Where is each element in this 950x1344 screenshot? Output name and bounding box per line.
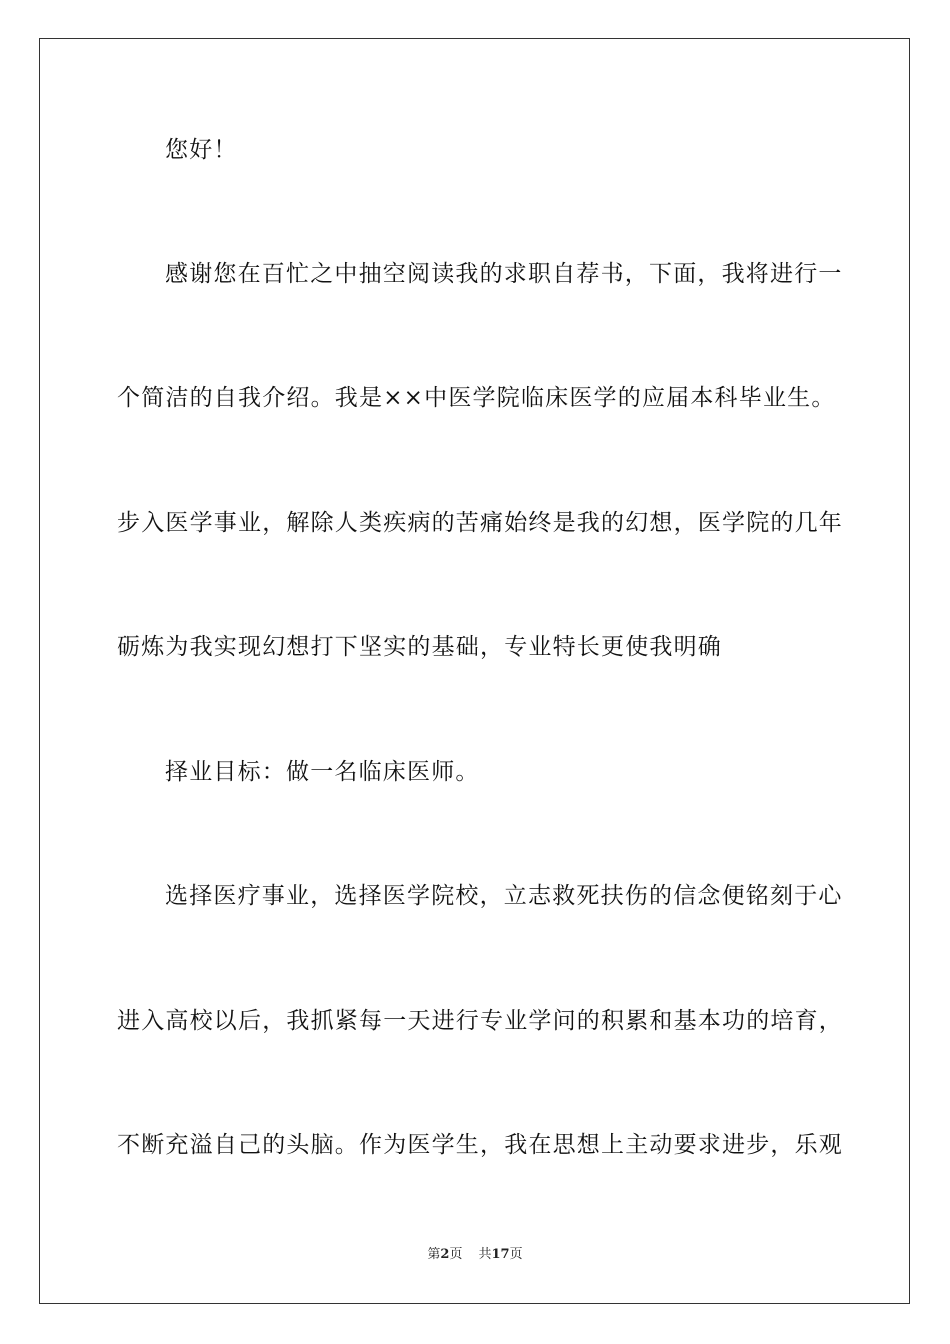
body-line-1: 感谢您在百忙之中抽空阅读我的求职自荐书，下面，我将进行一 xyxy=(165,261,843,287)
body-line-3: 步入医学事业，解除人类疾病的苦痛始终是我的幻想，医学院的几年 xyxy=(117,510,843,536)
body-line-5: 择业目标：做一名临床医师。 xyxy=(165,759,480,785)
page-number: 2 xyxy=(440,1247,450,1262)
total-prefix: 共 xyxy=(478,1247,492,1262)
body-line-6: 选择医疗事业，选择医学院校，立志救死扶伤的信念便铭刻于心 xyxy=(165,883,843,909)
greeting-line: 您好！ xyxy=(165,137,238,163)
total-suffix: 页 xyxy=(509,1247,523,1262)
body-line-7: 进入高校以后，我抓紧每一天进行专业学问的积累和基本功的培育， xyxy=(117,1008,843,1034)
total-pages: 17 xyxy=(491,1247,510,1262)
page-prefix: 第 xyxy=(427,1247,441,1262)
body-line-2: 个简洁的自我介绍。我是××中医学院临床医学的应届本科毕业生。 xyxy=(117,385,836,411)
body-line-8: 不断充溢自己的头脑。作为医学生，我在思想上主动要求进步，乐观 xyxy=(117,1132,843,1158)
page-suffix: 页 xyxy=(449,1247,463,1262)
page-border xyxy=(39,38,910,1304)
page-footer xyxy=(0,1246,950,1264)
body-line-4: 砺炼为我实现幻想打下坚实的基础，专业特长更使我明确 xyxy=(117,634,722,660)
